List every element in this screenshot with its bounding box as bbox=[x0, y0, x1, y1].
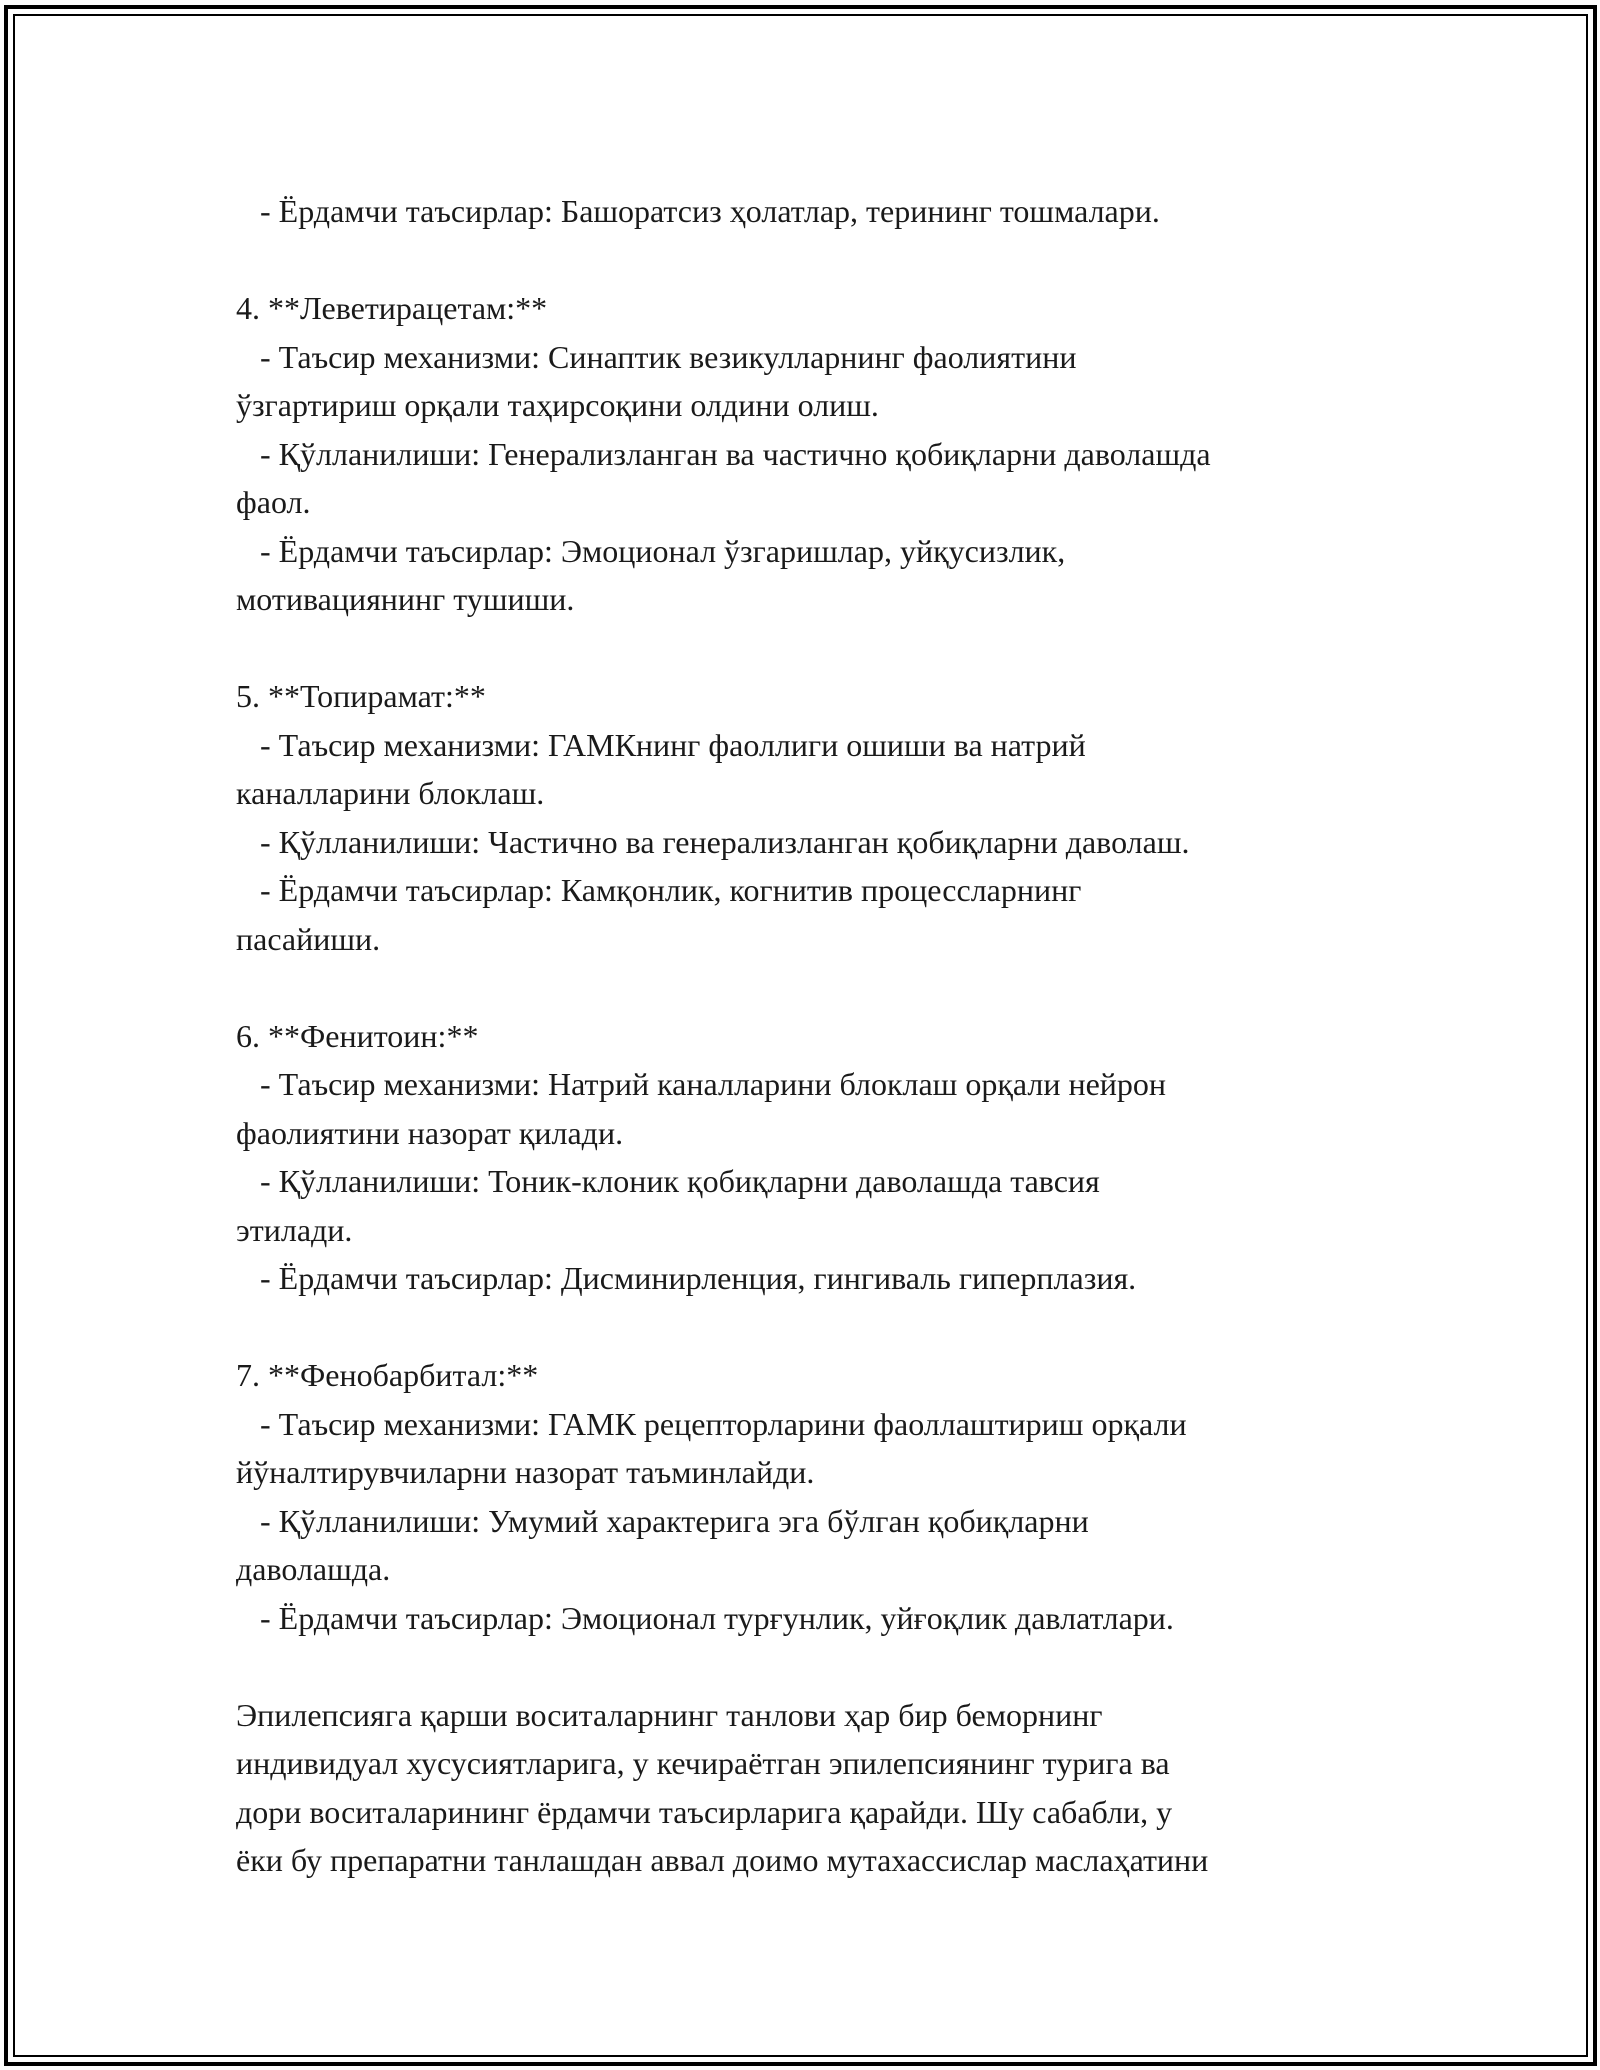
text-line: - Таъсир механизми: Натрий каналларини блоклаш орқали нейрон bbox=[236, 1066, 1167, 1102]
section-heading-phenytoin: 6. **Фенитоин:** bbox=[236, 1017, 479, 1054]
conclusion-line: дори воситаларининг ёрдамчи таъсирларига қарайди. Шу сабабли, у bbox=[236, 1793, 1173, 1830]
document-body bbox=[236, 187, 1386, 1885]
blank-line bbox=[236, 236, 1386, 285]
section-heading-phenobarbital: 7. **Фенобарбитал:** bbox=[236, 1357, 539, 1393]
text-line: - Қўлланилиши: Умумий характерига эга бўлган қобиқларни bbox=[236, 1502, 1089, 1539]
blank-line bbox=[236, 963, 1386, 1012]
text-line: даволашда. bbox=[236, 1551, 391, 1587]
blank-line bbox=[236, 1642, 1386, 1691]
text-line: ўзгартириш орқали таҳирсоқини олдини олиш. bbox=[236, 387, 879, 423]
text-line: йўналтирувчиларни назорат таъминлайди. bbox=[236, 1454, 815, 1490]
conclusion-line: ёки бу препаратни танлашдан аввал доимо мутахассислар маслаҳатини bbox=[236, 1842, 1209, 1878]
text-line: - Ёрдамчи таъсирлар: Эмоционал турғунлик, уйғоқлик давлатлари. bbox=[236, 1599, 1174, 1636]
text-line: каналларини блоклаш. bbox=[236, 775, 545, 811]
text-line: - Қўлланилиши: Тоник-клоник қобиқларни даволашда тавсия bbox=[236, 1163, 1100, 1199]
text-line: - Қўлланилиши: Генерализланган ва частично қобиқларни даволашда bbox=[236, 435, 1211, 472]
blank-line bbox=[236, 624, 1386, 673]
blank-line bbox=[236, 1303, 1386, 1352]
section-heading-topiramate: 5. **Топирамат:** bbox=[236, 678, 486, 714]
text-line: этилади. bbox=[236, 1211, 353, 1248]
text-line: - Ёрдамчи таъсирлар: Башоратсиз ҳолатлар, терининг тошмалари. bbox=[236, 193, 1160, 229]
text-line: - Ёрдамчи таъсирлар: Эмоционал ўзгаришлар, уйқусизлик, bbox=[236, 532, 1066, 569]
text-line: мотивациянинг тушиши. bbox=[236, 581, 575, 617]
text-line: - Таъсир механизми: ГАМК рецепторларини фаоллаштириш орқали bbox=[236, 1405, 1187, 1442]
conclusion-line: индивидуал хусусиятларига, у кечираётган эпилепсиянинг турига ва bbox=[236, 1745, 1170, 1781]
text-line: фаолиятини назорат қилади. bbox=[236, 1114, 624, 1151]
section-heading-levetiracetam: 4. **Леветирацетам:** bbox=[236, 290, 548, 326]
text-line: - Таъсир механизми: ГАМКнинг фаоллиги ошиши ва натрий bbox=[236, 726, 1086, 763]
text-line: - Ёрдамчи таъсирлар: Камқонлик, когнитив процессларнинг bbox=[236, 872, 1082, 908]
conclusion-line: Эпилепсияга қарши воситаларнинг танлови ҳар бир беморнинг bbox=[236, 1696, 1103, 1733]
text-line: - Таъсир механизми: Синаптик везикулларнинг фаолиятини bbox=[236, 338, 1077, 375]
text-line: - Қўлланилиши: Частично ва генерализланган қобиқларни даволаш. bbox=[236, 823, 1190, 860]
text-line: фаол. bbox=[236, 484, 311, 520]
text-line: - Ёрдамчи таъсирлар: Дисминирленция, гингиваль гиперплазия. bbox=[236, 1260, 1137, 1296]
text-line: пасайиши. bbox=[236, 920, 381, 957]
